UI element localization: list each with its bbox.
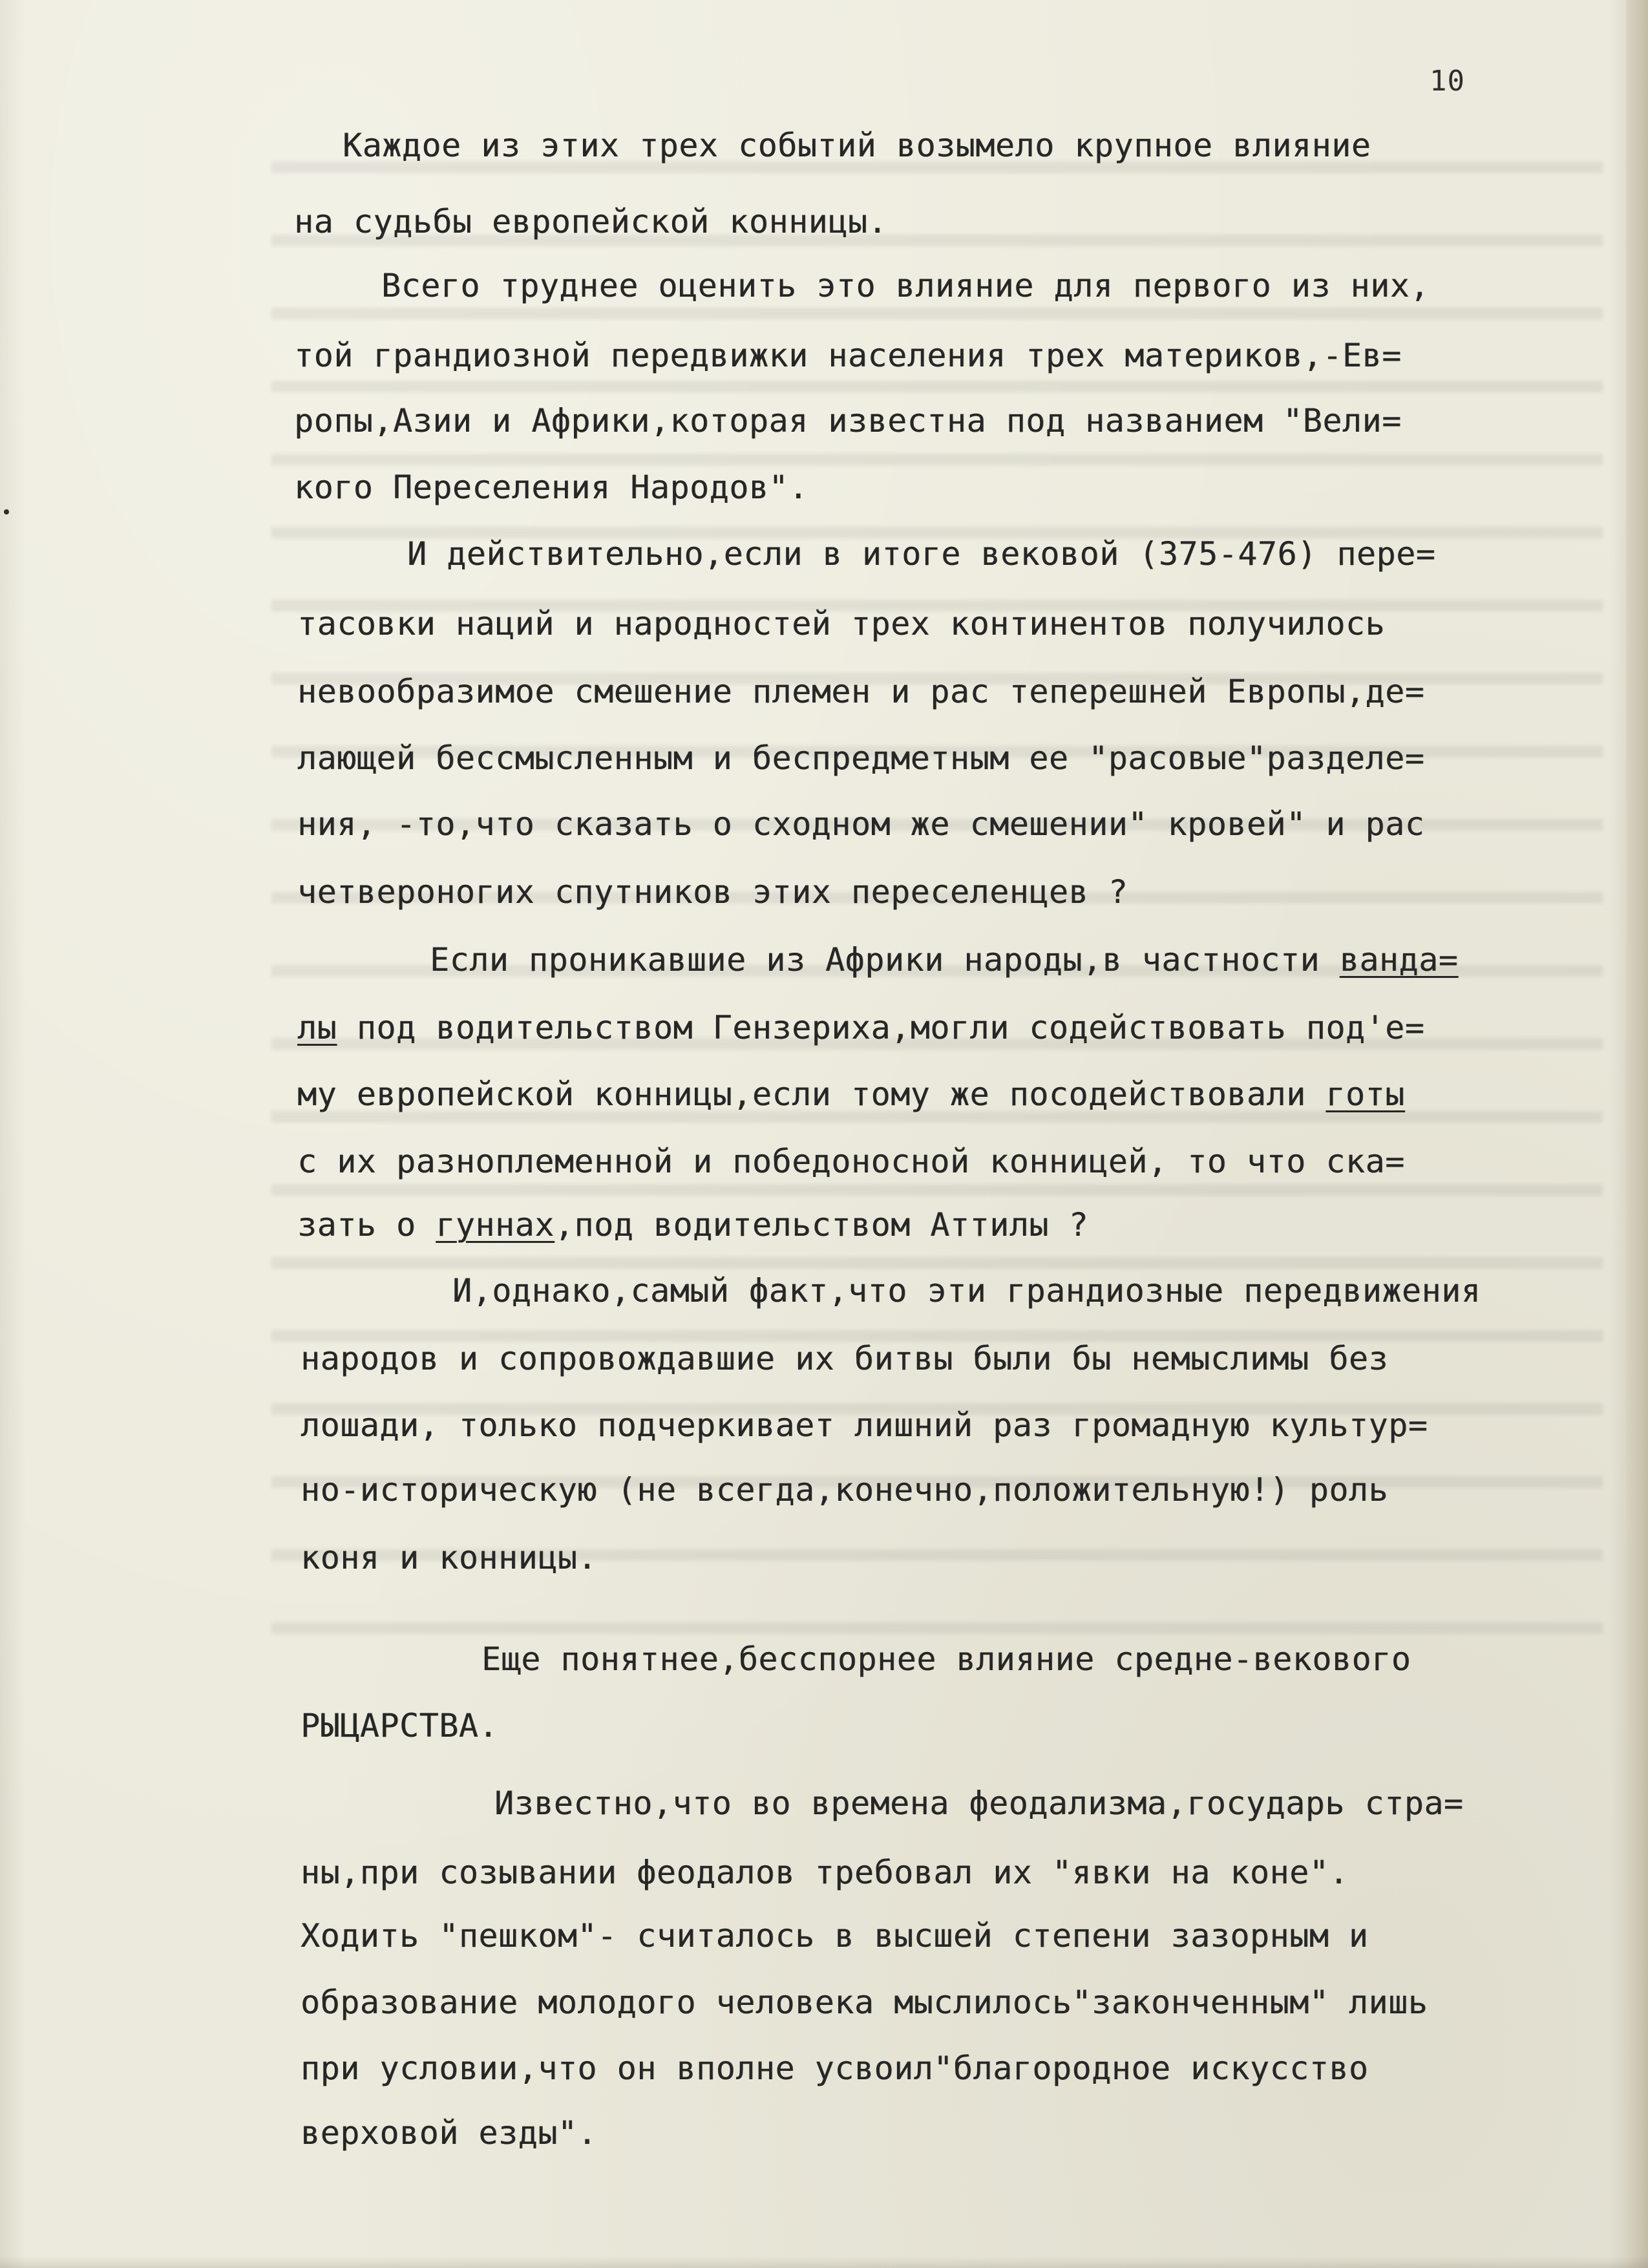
- page-number: 10: [1430, 65, 1465, 98]
- underlined-word: гуннах: [436, 1206, 555, 1244]
- text-line-with-underline: [297, 1205, 1088, 1244]
- text-line: Еще понятнее,бесспорнее влияние средне-векового: [481, 1640, 1411, 1678]
- text-line: И действительно,если в итоге вековой (375-476) пере=: [407, 535, 1436, 573]
- underlined-word: лы: [297, 1009, 337, 1046]
- text-line: тасовки наций и народностей трех континентов получилось: [297, 605, 1386, 642]
- underlined-word: готы: [1326, 1076, 1405, 1113]
- text-segment: Если проникавшие из Африки народы,в частности: [430, 941, 1340, 979]
- text-line: лающей бессмысленным и беспредметным ее "расовые"разделе=: [297, 739, 1425, 777]
- text-line: ния, -то,что сказать о сходном же смешении" кровей" и рас: [297, 805, 1425, 843]
- text-line: той грандиозной передвижки населения трех материков,-Ев=: [294, 337, 1402, 374]
- text-line: народов и сопровождавшие их битвы были бы немыслимы без: [301, 1340, 1389, 1377]
- text-segment: под водительством Гензериха,могли содействовать под'е=: [337, 1009, 1425, 1046]
- text-line: ропы,Азии и Африки,которая известна под названием "Вели=: [294, 402, 1402, 440]
- text-line: невообразимое смешение племен и рас теперешней Европы,де=: [297, 673, 1425, 710]
- text-line: Ходить "пешком"- считалось в высшей степени зазорным и: [301, 1917, 1369, 1955]
- text-line-with-underline: [297, 1075, 1405, 1114]
- text-line: образование молодого человека мыслилось"законченным" лишь: [301, 1984, 1428, 2021]
- text-line: И,однако,самый факт,что эти грандиозные передвижения: [452, 1272, 1481, 1309]
- text-line: Каждое из этих трех событий возымело крупное влияние: [343, 127, 1371, 164]
- text-line: РЫЦАРСТВА.: [301, 1707, 499, 1744]
- text-line: ны,при созывании феодалов требовал их "явки на коне".: [301, 1854, 1349, 1891]
- text-line: кого Переселения Народов".: [294, 469, 808, 506]
- text-line: но-историческую (не всегда,конечно,положительную!) роль: [301, 1471, 1389, 1509]
- text-segment: зать о: [297, 1206, 436, 1244]
- text-line-with-underline: [297, 1008, 1424, 1047]
- text-line: Всего труднее оценить это влияние для первого из них,: [381, 267, 1430, 304]
- text-line: четвероногих спутников этих переселенцев ?: [297, 873, 1128, 911]
- text-line: верховой езды".: [301, 2114, 598, 2152]
- text-line: при условии,что он вполне усвоил"благородное искусство: [301, 2050, 1369, 2087]
- text-line-with-underline: [430, 940, 1458, 979]
- text-line: лошади, только подчеркивает лишний раз громадную культур=: [301, 1406, 1428, 1444]
- text-line: коня и конницы.: [301, 1539, 598, 1576]
- text-segment: ,под водительством Аттилы ?: [554, 1206, 1089, 1244]
- text-line: с их разноплеменной и победоносной конницей, то что ска=: [297, 1143, 1405, 1180]
- text-segment: му европейской конницы,если тому же посодействовали: [297, 1076, 1326, 1113]
- text-line: Известно,что во времена феодализма,государь стра=: [494, 1785, 1464, 1822]
- text-line: на судьбы европейской конницы.: [294, 203, 888, 240]
- underlined-word: ванда=: [1339, 941, 1459, 979]
